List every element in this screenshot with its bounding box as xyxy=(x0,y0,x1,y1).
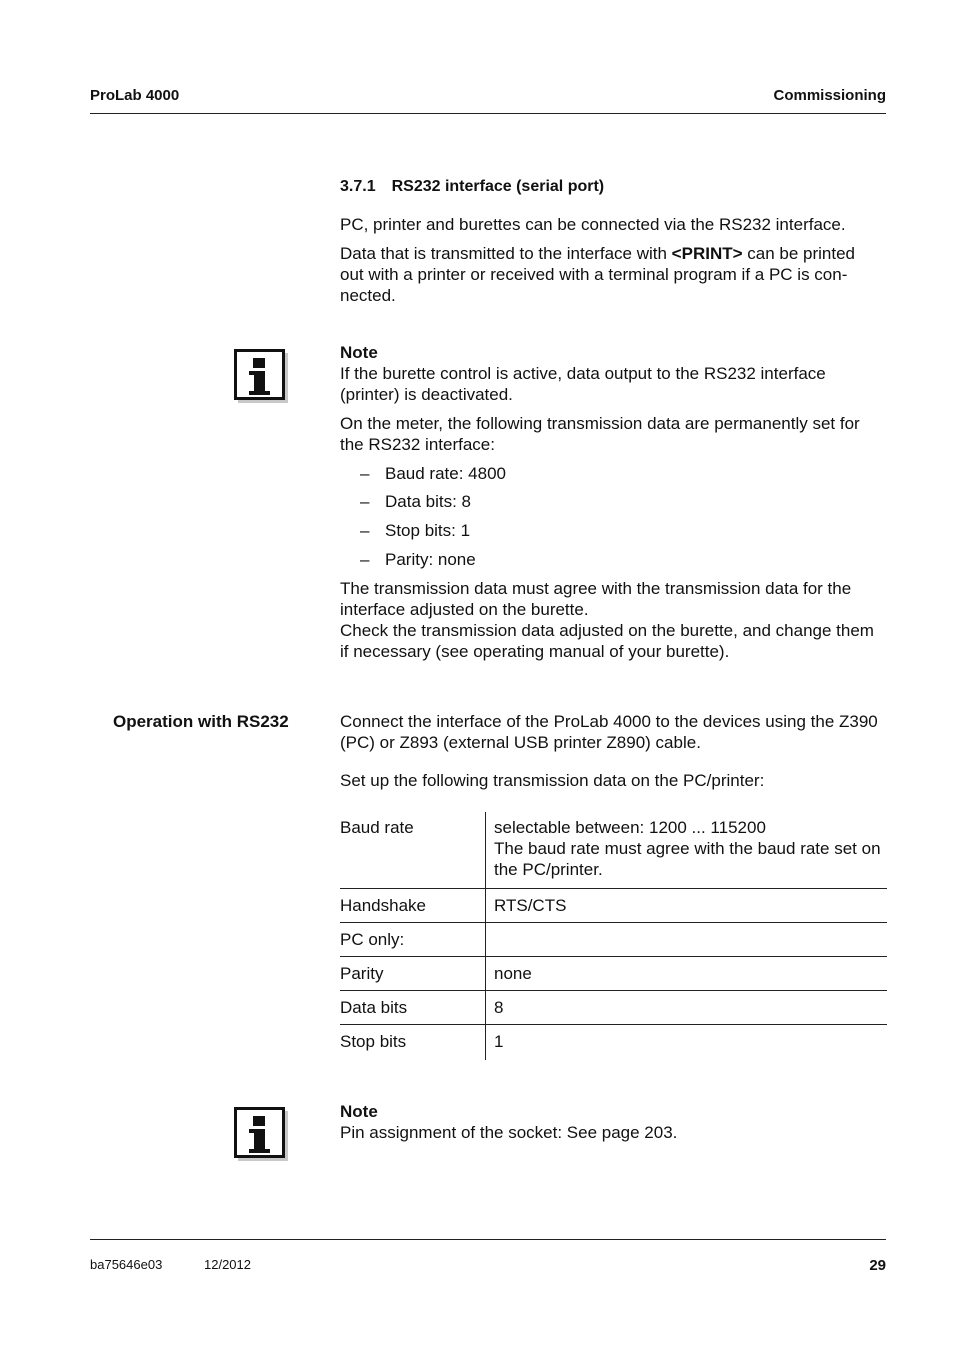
table-value: RTS/CTS xyxy=(486,889,888,923)
table-value: 8 xyxy=(486,991,888,1025)
section-title: RS232 interface (serial port) xyxy=(391,178,605,195)
operation-paragraph-2: Set up the following transmission data on the PC/printer: xyxy=(340,771,765,790)
table-value-line: The baud rate must agree with the baud rate set on the PC/printer. xyxy=(494,839,881,879)
table-row xyxy=(340,957,887,991)
intro-paragraph-2 xyxy=(340,243,880,306)
table-key: Handshake xyxy=(340,889,486,923)
running-header-title: ProLab 4000 xyxy=(90,87,180,104)
list-item xyxy=(360,520,470,541)
table-value xyxy=(486,923,888,957)
table-key: Stop bits xyxy=(340,1025,486,1061)
info-icon xyxy=(234,1107,288,1161)
table-value xyxy=(486,812,888,889)
table-row xyxy=(340,991,887,1025)
dash-bullet: – xyxy=(360,521,370,540)
table-row xyxy=(340,812,887,889)
footer-date: 12/2012 xyxy=(204,1257,251,1272)
list-item-text: Baud rate: 4800 xyxy=(385,464,506,483)
list-item xyxy=(360,549,476,570)
table-value: 1 xyxy=(486,1025,888,1061)
intro-p2-text-end: can be printed out with a printer or received with a terminal program if a PC is con-nected. xyxy=(340,244,855,305)
note-text-transmission: On the meter, the following transmission data are permanently set for the RS232 interface: xyxy=(340,414,860,454)
note-text: If the burette control is active, data output to the RS232 interface (printer) is deactivated. xyxy=(340,364,826,404)
intro-p2-text: Data that is transmitted to the interface with xyxy=(340,244,672,263)
note-text-agree: The transmission data must agree with the transmission data for the interface adjusted on the burette. xyxy=(340,579,852,619)
table-row xyxy=(340,1025,887,1061)
table-key: Baud rate xyxy=(340,818,414,837)
footer-document-id: ba75646e03 xyxy=(90,1257,163,1272)
table-row xyxy=(340,889,887,923)
section-heading xyxy=(340,178,604,196)
list-item-text: Parity: none xyxy=(385,550,476,569)
note-text: Pin assignment of the socket: See page 203. xyxy=(340,1123,678,1142)
dash-bullet: – xyxy=(360,464,370,483)
transmission-data-table xyxy=(340,812,887,1060)
intro-paragraph-1: PC, printer and burettes can be connected via the RS232 interface. xyxy=(340,215,846,234)
table-row xyxy=(340,923,887,957)
info-icon xyxy=(234,349,288,403)
table-key: Data bits xyxy=(340,991,486,1025)
table-key: PC only: xyxy=(340,923,486,957)
dash-bullet: – xyxy=(360,550,370,569)
list-item-text: Stop bits: 1 xyxy=(385,521,471,540)
list-item-text: Data bits: 8 xyxy=(385,492,471,511)
dash-bullet: – xyxy=(360,492,370,511)
header-rule xyxy=(90,113,886,114)
note-heading: Note xyxy=(340,343,378,362)
table-value-line: selectable between: 1200 ... 115200 xyxy=(494,818,766,837)
list-item xyxy=(360,491,471,512)
operation-paragraph-1: Connect the interface of the ProLab 4000 to the devices using the Z390 (PC) or Z893 (external USB printer Z890) cable. xyxy=(340,712,878,752)
list-item xyxy=(360,463,506,484)
print-key: <PRINT> xyxy=(671,244,743,263)
footer-rule xyxy=(90,1239,886,1240)
running-header-chapter: Commissioning xyxy=(773,87,886,104)
note-text-check: Check the transmission data adjusted on the burette, and change them if necessary (see operating manual of your burette). xyxy=(340,621,874,661)
table-key: Parity xyxy=(340,957,486,991)
margin-heading: Operation with RS232 xyxy=(113,712,289,731)
table-value: none xyxy=(486,957,888,991)
note-heading: Note xyxy=(340,1102,378,1121)
section-number: 3.7.1 xyxy=(340,178,376,195)
page-number: 29 xyxy=(869,1257,886,1274)
